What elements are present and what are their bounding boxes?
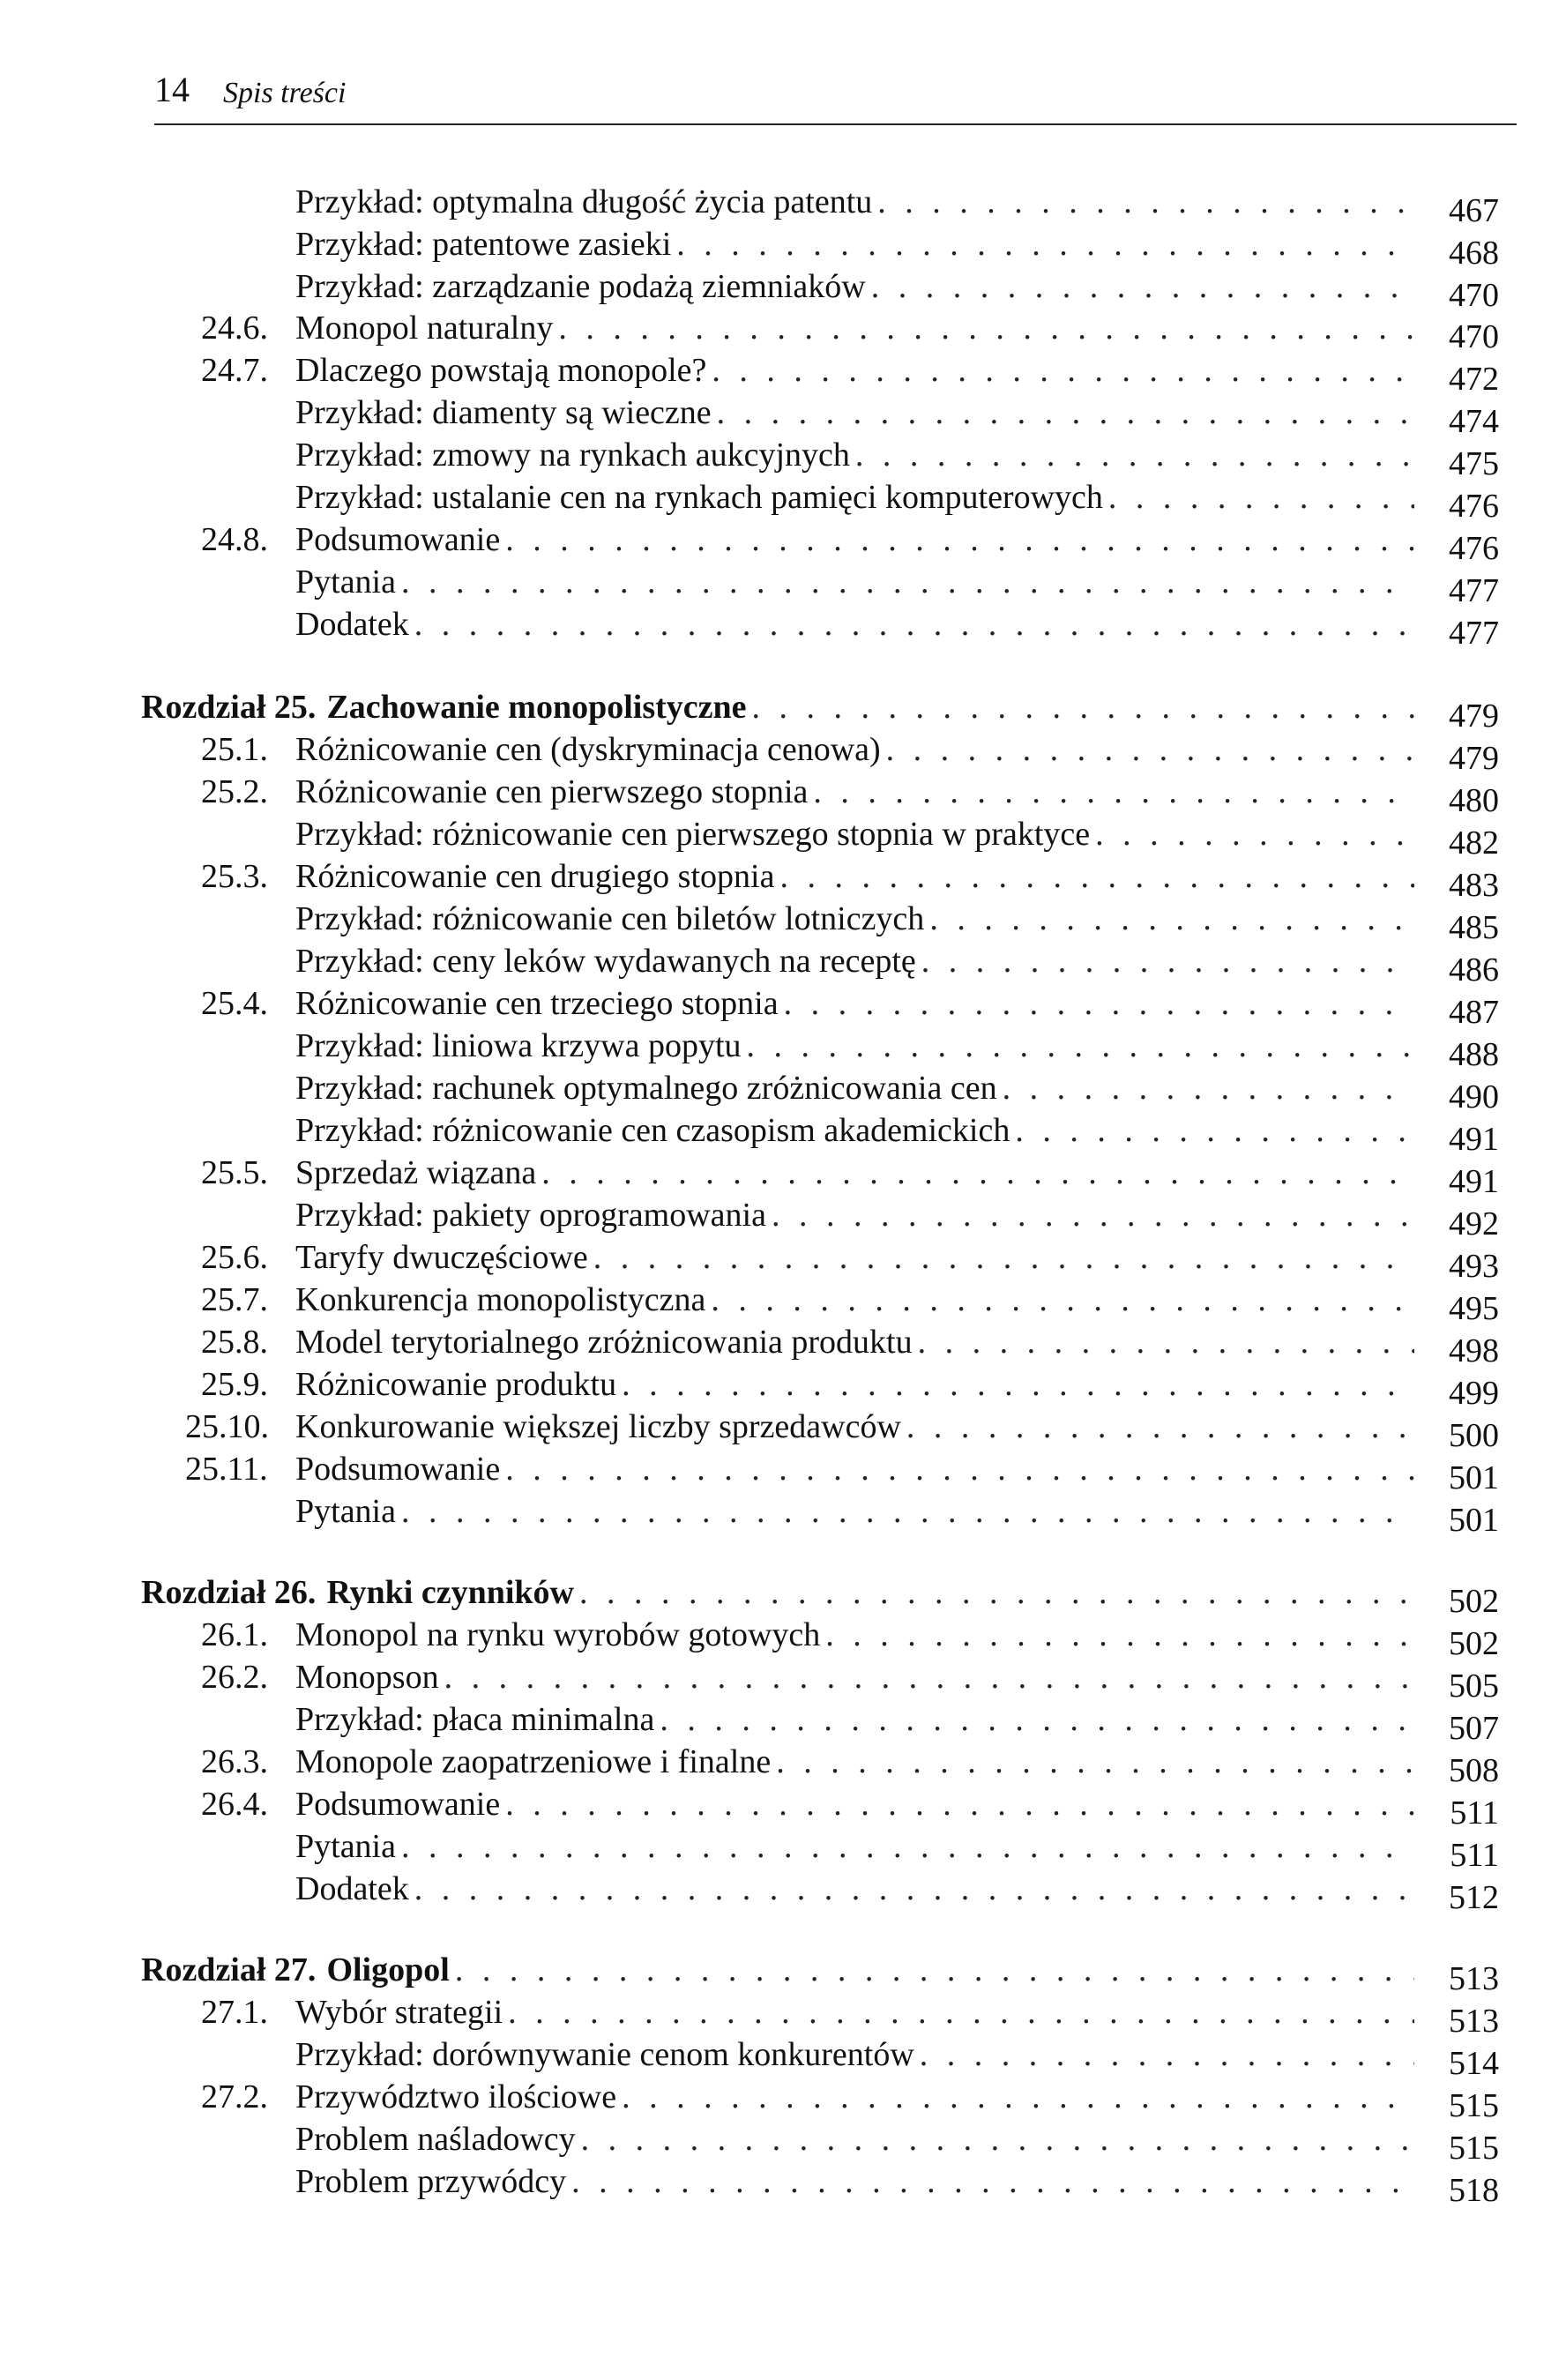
page-reference: 499 [1449, 1375, 1499, 1412]
entry-title: Dlaczego powstają monopole? [295, 352, 707, 389]
toc-section-entry[interactable] [0, 1741, 1551, 1789]
dot-leader [813, 771, 1414, 813]
entry-title: Monopol naturalny [295, 310, 554, 347]
toc-section-entry[interactable] [0, 982, 1551, 1031]
section-number: 26.1. [201, 1616, 268, 1653]
dot-leader [1108, 476, 1414, 519]
entry-title: Różnicowanie cen trzeciego stopnia [295, 985, 779, 1022]
entry-title: Przykład: dorównywanie cenom konkurentów [295, 2036, 914, 2073]
running-title: Spis treści [223, 77, 347, 109]
dot-leader [414, 603, 1414, 645]
page-reference: 482 [1449, 824, 1499, 862]
dot-leader [593, 1236, 1414, 1279]
dot-leader [401, 1825, 1414, 1868]
toc-subentry[interactable] [0, 940, 1551, 989]
page-reference: 479 [1449, 740, 1499, 777]
entry-title: Pytania [295, 1493, 396, 1530]
toc-section-entry[interactable] [0, 728, 1551, 777]
section-number: 26.2. [201, 1659, 268, 1696]
entry-title: Przykład: rachunek optymalnego zróżnicowania cen [295, 1070, 997, 1107]
toc-section-entry[interactable] [0, 771, 1551, 819]
page-reference: 488 [1449, 1036, 1499, 1073]
dot-leader [455, 1949, 1414, 1991]
page-reference: 501 [1449, 1459, 1499, 1496]
entry-title: Podsumowanie [295, 1451, 501, 1488]
dot-leader [772, 1194, 1414, 1236]
entry-title: Monopol na rynku wyrobów gotowych [295, 1616, 821, 1653]
dot-leader [622, 1363, 1414, 1406]
toc-subentry[interactable] [0, 2160, 1551, 2209]
entry-title: Monopson [295, 1659, 439, 1696]
page-reference: 498 [1449, 1332, 1499, 1369]
page-reference: 477 [1449, 572, 1499, 609]
dot-leader [1015, 1109, 1414, 1152]
dot-leader [660, 1698, 1414, 1741]
page-reference: 502 [1449, 1625, 1499, 1662]
toc-subentry[interactable] [0, 898, 1551, 946]
toc-subentry[interactable] [0, 1194, 1551, 1242]
section-number: 26.4. [201, 1786, 268, 1823]
entry-title: Rynki czynników [326, 1574, 575, 1611]
page-reference: 507 [1449, 1710, 1499, 1747]
toc-subentry[interactable] [0, 561, 1551, 609]
toc-section-entry[interactable] [0, 1321, 1551, 1369]
dot-leader [508, 1991, 1414, 2033]
section-number: 26.3. [201, 1743, 268, 1780]
entry-title: Różnicowanie cen pierwszego stopnia [295, 773, 809, 810]
page-reference: 476 [1449, 488, 1499, 525]
dot-leader [401, 1490, 1414, 1533]
toc-subentry[interactable] [0, 476, 1551, 525]
dot-leader [1095, 813, 1414, 855]
dot-leader [776, 1741, 1414, 1783]
dot-leader [920, 2033, 1414, 2076]
toc-section-entry[interactable] [0, 1279, 1551, 1327]
dot-leader [579, 1571, 1414, 1614]
toc-section-entry[interactable] [0, 1236, 1551, 1285]
page-reference: 515 [1449, 2130, 1499, 2167]
toc-section-entry[interactable] [0, 1406, 1551, 1454]
page-reference: 502 [1449, 1583, 1499, 1620]
dot-leader [747, 1025, 1414, 1067]
page-reference: 495 [1449, 1290, 1499, 1327]
entry-title: Oligopol [326, 1951, 450, 1988]
entry-title: Przykład: różnicowanie cen czasopism akademickich [295, 1112, 1010, 1149]
toc-section-entry[interactable] [0, 307, 1551, 355]
entry-title: Przykład: różnicowanie cen pierwszego stopnia w praktyce [295, 816, 1091, 853]
page-reference: 476 [1449, 530, 1499, 567]
dot-leader [855, 434, 1414, 476]
dot-leader [886, 728, 1414, 771]
entry-title: Taryfy dwuczęściowe [295, 1239, 588, 1276]
page-reference: 491 [1449, 1121, 1499, 1158]
toc-subentry[interactable] [0, 813, 1551, 862]
dot-leader [541, 1152, 1414, 1194]
toc-section-entry[interactable] [0, 2076, 1551, 2124]
toc-subentry[interactable] [0, 603, 1551, 652]
toc-chapter-entry[interactable] [0, 686, 1551, 735]
page-reference: 470 [1449, 277, 1499, 314]
entry-title: Przykład: liniowa krzywa popytu [295, 1027, 742, 1064]
toc-subentry[interactable] [0, 434, 1551, 482]
section-number: 25.6. [201, 1239, 268, 1276]
dot-leader [717, 392, 1414, 434]
toc-section-entry[interactable] [0, 349, 1551, 398]
page-reference: 513 [1449, 1960, 1499, 1997]
page-number: 14 [154, 70, 190, 109]
section-number: 25.1. [201, 731, 268, 768]
section-number: 25.9. [201, 1366, 268, 1403]
dot-leader [444, 1656, 1414, 1698]
page-reference: 501 [1449, 1502, 1499, 1539]
entry-title: Przywództwo ilościowe [295, 2078, 617, 2115]
entry-title: Przykład: optymalna długość życia patentu [295, 183, 873, 220]
dot-leader [712, 349, 1414, 392]
dot-leader [929, 898, 1414, 940]
page-reference: 515 [1449, 2087, 1499, 2124]
page-reference: 512 [1449, 1879, 1499, 1916]
page-reference: 474 [1449, 403, 1499, 440]
dot-leader [779, 855, 1414, 898]
dot-leader [784, 982, 1414, 1025]
page-reference: 511 [1450, 1794, 1499, 1832]
dot-leader [558, 307, 1414, 349]
dot-leader [401, 561, 1414, 603]
toc-chapter-entry[interactable] [0, 1949, 1551, 1997]
entry-title: Przykład: diamenty są wieczne [295, 394, 712, 431]
chapter-number: Rozdział 27. [141, 1951, 317, 1988]
toc-section-entry[interactable] [0, 1783, 1551, 1832]
page-reference: 518 [1449, 2172, 1499, 2209]
page-reference: 493 [1449, 1248, 1499, 1285]
toc-subentry[interactable] [0, 1698, 1551, 1747]
entry-title: Problem przywódcy [295, 2163, 567, 2200]
page-reference: 490 [1449, 1078, 1499, 1115]
page-reference: 485 [1449, 909, 1499, 946]
dot-leader [825, 1614, 1414, 1656]
page-reference: 467 [1449, 192, 1499, 229]
entry-title: Różnicowanie cen drugiego stopnia [295, 858, 775, 895]
toc-section-entry[interactable] [0, 855, 1551, 904]
dot-leader [921, 940, 1414, 982]
page-reference: 480 [1449, 782, 1499, 819]
entry-title: Konkurowanie większej liczby sprzedawców [295, 1408, 901, 1445]
page-reference: 472 [1449, 361, 1499, 398]
toc-subentry[interactable] [0, 1868, 1551, 1916]
entry-title: Przykład: ustalanie cen na rynkach pamięci komputerowych [295, 479, 1103, 516]
entry-title: Podsumowanie [295, 1786, 501, 1823]
page-reference: 468 [1449, 235, 1499, 272]
dot-leader [414, 1868, 1414, 1910]
entry-title: Zachowanie monopolistyczne [326, 689, 747, 726]
entry-title: Przykład: zarządzanie podażą ziemniaków [295, 268, 866, 305]
dot-leader [505, 1783, 1414, 1825]
toc-subentry[interactable] [0, 1825, 1551, 1874]
page-reference: 505 [1449, 1667, 1499, 1705]
toc-subentry[interactable] [0, 223, 1551, 272]
page-reference: 511 [1450, 1837, 1499, 1874]
entry-title: Przykład: zmowy na rynkach aukcyjnych [295, 436, 850, 474]
entry-title: Przykład: płaca minimalna [295, 1701, 655, 1738]
section-number: 25.5. [201, 1154, 268, 1191]
dot-leader [752, 686, 1415, 728]
toc-subentry[interactable] [0, 1067, 1551, 1115]
dot-leader [906, 1406, 1414, 1448]
chapter-number: Rozdział 25. [141, 689, 317, 726]
page-header [154, 69, 1517, 125]
page-reference: 491 [1449, 1163, 1499, 1200]
toc-subentry[interactable] [0, 2118, 1551, 2167]
toc-section-entry[interactable] [0, 1448, 1551, 1496]
toc-subentry[interactable] [0, 1025, 1551, 1073]
toc-chapter-entry[interactable] [0, 1571, 1551, 1620]
chapter-number: Rozdział 26. [141, 1574, 317, 1611]
toc-subentry[interactable] [0, 1109, 1551, 1158]
page-reference: 492 [1449, 1205, 1499, 1242]
entry-title: Pytania [295, 563, 396, 601]
page-reference: 477 [1449, 615, 1499, 652]
entry-title: Przykład: różnicowanie cen biletów lotniczych [295, 900, 925, 937]
page-reference: 500 [1449, 1417, 1499, 1454]
entry-title: Dodatek [295, 606, 409, 643]
toc-subentry[interactable] [0, 181, 1551, 229]
dot-leader [1003, 1067, 1414, 1109]
page-reference: 479 [1449, 698, 1499, 735]
section-number: 25.7. [201, 1281, 268, 1318]
toc-section-entry[interactable] [0, 1656, 1551, 1705]
dot-leader [622, 2076, 1414, 2118]
toc-subentry[interactable] [0, 1490, 1551, 1539]
toc-subentry[interactable] [0, 392, 1551, 440]
dot-leader [676, 223, 1414, 265]
section-number: 25.11. [185, 1451, 268, 1488]
dot-leader [918, 1321, 1414, 1363]
dot-leader [505, 519, 1414, 561]
section-number: 25.4. [201, 985, 268, 1022]
entry-title: Podsumowanie [295, 521, 501, 558]
entry-title: Przykład: ceny leków wydawanych na receptę [295, 943, 916, 980]
page-reference: 483 [1449, 867, 1499, 904]
entry-title: Wybór strategii [295, 1994, 503, 2031]
dot-leader [571, 2160, 1414, 2203]
section-number: 25.10. [185, 1408, 269, 1445]
entry-title: Sprzedaż wiązana [295, 1154, 537, 1191]
entry-title: Model terytorialnego zróżnicowania produktu [295, 1324, 913, 1361]
entry-title: Konkurencja monopolistyczna [295, 1281, 706, 1318]
page-reference: 475 [1449, 445, 1499, 482]
page-reference: 487 [1449, 994, 1499, 1031]
entry-title: Różnicowanie cen (dyskryminacja cenowa) [295, 731, 881, 768]
dot-leader [877, 181, 1414, 223]
section-number: 27.2. [201, 2078, 268, 2115]
section-number: 25.2. [201, 773, 268, 810]
entry-title: Pytania [295, 1828, 396, 1865]
toc-section-entry[interactable] [0, 1363, 1551, 1412]
page-reference: 486 [1449, 951, 1499, 989]
toc-section-entry[interactable] [0, 519, 1551, 567]
page-reference: 470 [1449, 318, 1499, 355]
dot-leader [871, 265, 1414, 308]
toc-section-entry[interactable] [0, 1152, 1551, 1200]
section-number: 25.3. [201, 858, 268, 895]
toc-subentry[interactable] [0, 2033, 1551, 2082]
page-reference: 513 [1449, 2003, 1499, 2040]
toc-section-entry[interactable] [0, 1991, 1551, 2040]
toc-section-entry[interactable] [0, 1614, 1551, 1662]
entry-title: Różnicowanie produktu [295, 1366, 617, 1403]
entry-title: Problem naśladowcy [295, 2121, 576, 2158]
dot-leader [711, 1279, 1414, 1321]
entry-title: Dodatek [295, 1870, 409, 1907]
page-reference: 508 [1449, 1752, 1499, 1789]
dot-leader [505, 1448, 1414, 1490]
section-number: 24.7. [201, 352, 268, 389]
section-number: 24.6. [201, 310, 268, 347]
toc-subentry[interactable] [0, 265, 1551, 314]
entry-title: Przykład: pakiety oprogramowania [295, 1197, 766, 1234]
dot-leader [581, 2118, 1414, 2160]
section-number: 24.8. [201, 521, 268, 558]
entry-title: Przykład: patentowe zasieki [295, 226, 672, 263]
page-reference: 514 [1449, 2045, 1499, 2082]
entry-title: Monopole zaopatrzeniowe i finalne [295, 1743, 772, 1780]
section-number: 25.8. [201, 1324, 268, 1361]
section-number: 27.1. [201, 1994, 268, 2031]
